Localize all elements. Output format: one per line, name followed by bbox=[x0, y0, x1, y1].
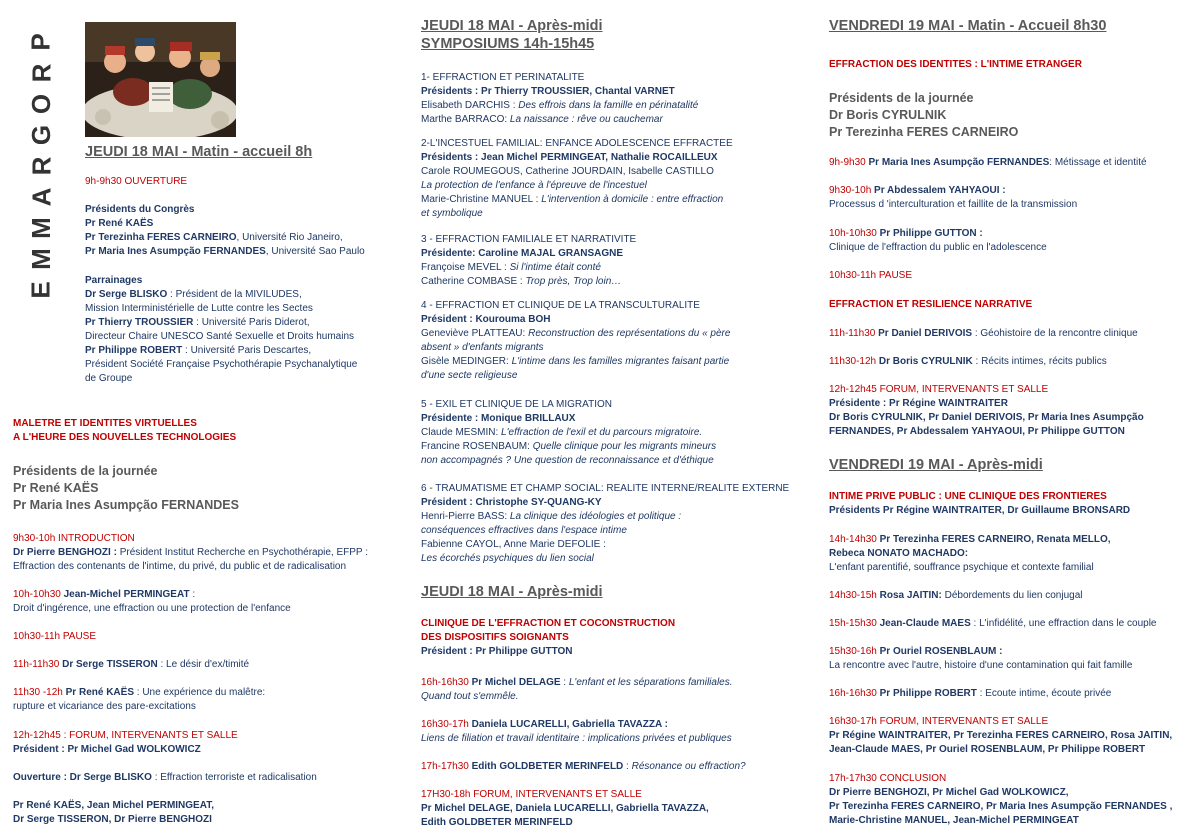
day-title: JEUDI 18 MAI - Après-midi SYMPOSIUMS 14h-15h45 bbox=[421, 18, 603, 52]
title-letter: R bbox=[26, 63, 56, 83]
session-talk: 9h30-10h Pr Abdessalem YAHYAOUI : Processus d 'interculturation et faillite de la transmission bbox=[829, 185, 1078, 210]
congress-presidents: Présidents du Congrès Pr René KAËS Pr Terezinha FERES CARNEIRO, Université Rio Janeiro, Pr Maria Ines Asumpção FERNANDES, Université Sao Paulo bbox=[85, 204, 365, 257]
session-talk: 14h-14h30 Pr Terezinha FERES CARNEIRO, Renata MELLO, Rebeca NONATO MACHADO: L'enfant parentifié, souffrance psychique et contexte familial bbox=[829, 534, 1111, 573]
title-letter: M bbox=[25, 217, 56, 239]
opening-talk: Ouverture : Dr Serge BLISKO : Effraction terroriste et radicalisation bbox=[13, 772, 317, 783]
symposium-6: 6 - TRAUMATISME ET CHAMP SOCIAL: REALITE INTERNE/REALITE EXTERNE Président : Christophe SY-QUANG-KY Henri-Pierre BASS: La clinique des idéologies et politique : conséquences effractives dans l'espace intime Fabienne CAYOL, Anne Marie DEFOLIE : Les écorchés psychiques du lien social bbox=[421, 483, 790, 564]
day-presidents: Présidents de la journée Dr Boris CYRULNIK Pr Terezinha FERES CARNEIRO bbox=[829, 91, 1019, 139]
painting-illustration bbox=[85, 22, 236, 137]
symposium-5: 5 - EXIL ET CLINIQUE DE LA MIGRATION Présidente : Monique BRILLAUX Claude MESMIN: L'effraction de l'exil et du parcours migratoire. Francine ROSENBAUM: Quelle clinique pour les migrants mineurs non accompagnés ? Une question de reconnaissance et d'éthique bbox=[421, 399, 717, 466]
title-letter: P bbox=[26, 33, 56, 51]
session-talk: 11h30-12h Dr Boris CYRULNIK : Récits intimes, récits publics bbox=[829, 356, 1107, 367]
forum: 16h30-17h FORUM, INTERVENANTS ET SALLE Pr Régine WAINTRAITER, Pr Terezinha FERES CARNEIRO, Rosa JAITIN, Jean-Claude MAES, Pr Ouriel ROSENBLAUM, Pr Philippe ROBERT bbox=[829, 716, 1173, 755]
opening-session: 9h-9h30 OUVERTURE bbox=[85, 176, 188, 187]
title-letter: R bbox=[26, 156, 56, 176]
day-presidents: Présidents de la journée Pr René KAËS Pr Maria Ines Asumpção FERNANDES bbox=[13, 464, 239, 512]
programme-vertical-title bbox=[27, 28, 55, 304]
day-title: JEUDI 18 MAI - Matin - accueil 8h bbox=[85, 144, 313, 160]
symposium-2: 2-L'INCESTUEL FAMILIAL: ENFANCE ADOLESCENCE EFFRACTEE Présidents : Jean Michel PERMINGEAT, Nathalie ROCAILLEUX Carole ROUMEGOUS, Catherine JOURDAIN, Isabelle CASTILLO La protection de l'enfance à l'épreuve de l'incestuel Marie-Christine MANUEL : L'intervention à domicile : entre effraction et symbolique bbox=[421, 138, 733, 219]
session-talk: 16h-16h30 Pr Philippe ROBERT : Ecoute intime, écoute privée bbox=[829, 688, 1112, 699]
session-talk: 16h-16h30 Pr Michel DELAGE : L'enfant et les séparations familiales. Quand tout s'emmêle. bbox=[421, 677, 733, 702]
session-talk: 15h-15h30 Jean-Claude MAES : L'infidélité, une effraction dans le couple bbox=[829, 618, 1157, 629]
theme-heading: EFFRACTION ET RESILIENCE NARRATIVE bbox=[829, 299, 1033, 310]
session-talk: 11h-11h30 Dr Serge TISSERON : Le désir d'ex/timité bbox=[13, 659, 250, 670]
symposium-1: 1- EFFRACTION ET PERINATALITE Présidents : Pr Thierry TROUSSIER, Chantal VARNET Elisabeth DARCHIS : Des effrois dans la famille en périnatalité Marthe BARRACO: La naissance : rêve ou cauchemar bbox=[421, 72, 699, 125]
day-title: VENDREDI 19 MAI - Matin - Accueil 8h30 bbox=[829, 18, 1107, 34]
session-introduction: 9h30-10h INTRODUCTION Dr Pierre BENGHOZI : Président Institut Recherche en Psychothérapie, EFPP : Effraction des contenants de l'intime, du privé, du public et de radicalisation bbox=[13, 533, 368, 572]
theme-heading: CLINIQUE DE L'EFFRACTION ET COCONSTRUCTION DES DISPOSITIFS SOIGNANTS Président : Pr Philippe GUTTON bbox=[421, 618, 676, 657]
session-talk: 9h-9h30 Pr Maria Ines Asumpção FERNANDES: Métissage et identité bbox=[829, 157, 1147, 168]
pause: 10h30-11h PAUSE bbox=[829, 270, 913, 281]
theme-heading: EFFRACTION DES IDENTITES : L'INTIME ETRANGER bbox=[829, 59, 1082, 70]
session-talk: 10h-10h30 Jean-Michel PERMINGEAT : Droit d'ingérence, une effraction ou une protection de l'enfance bbox=[13, 589, 291, 614]
symposium-3: 3 - EFFRACTION FAMILIALE ET NARRATIVITE Présidente: Caroline MAJAL GRANSAGNE Françoise MEVEL : Si l'intime était conté Catherine COMBASE : Trop près, Trop loin… bbox=[421, 234, 637, 287]
session-talk: 11h30 -12h Pr René KAËS : Une expérience du malêtre: rupture et vicariance des pare-excitations bbox=[13, 687, 266, 712]
session-talk: 15h30-16h Pr Ouriel ROSENBLAUM : La rencontre avec l'autre, histoire d'une contamination qui fait famille bbox=[829, 646, 1133, 671]
session-talk: 14h30-15h Rosa JAITIN: Débordements du lien conjugal bbox=[829, 590, 1083, 601]
sponsorships: Parrainages Dr Serge BLISKO : Président de la MIVILUDES, Mission Interministérielle de Lutte contre les Sectes Pr Thierry TROUSSIER : Université Paris Diderot, Directeur Chaire UNESCO Santé Sexuelle et Droits humains Pr Philippe ROBERT : Université Paris Descartes, Président Société Française Psychothérapie Psychanalytique de Groupe bbox=[85, 275, 358, 384]
forum: 17H30-18h FORUM, INTERVENANTS ET SALLE Pr Michel DELAGE, Daniela LUCARELLI, Gabriella TAVAZZA, Edith GOLDBETER MERINFELD bbox=[421, 789, 709, 828]
day-title: VENDREDI 19 MAI - Après-midi bbox=[829, 457, 1043, 473]
session-talk: 16h30-17h Daniela LUCARELLI, Gabriella TAVAZZA : Liens de filiation et travail identitaire : implications privées et publiques bbox=[421, 719, 732, 744]
title-letter: M bbox=[25, 248, 56, 270]
symposium-4: 4 - EFFRACTION ET CLINIQUE DE LA TRANSCULTURALITE Président : Kourouma BOH Geneviève PLATTEAU: Reconstruction des représentations du « père absent » d'enfants migrants Gisèle MEDINGER: L'intime dans les familles migrantes faisant partie d'une secte religieuse bbox=[421, 300, 731, 381]
forum: 12h-12h45 : FORUM, INTERVENANTS ET SALLE Président : Pr Michel Gad WOLKOWICZ bbox=[13, 730, 238, 755]
conclusion: 17h-17h30 CONCLUSION Dr Pierre BENGHOZI, Pr Michel Gad WOLKOWICZ, Pr Terezinha FERES CARNEIRO, Pr Maria Ines Asumpção FERNANDES , Marie-Christine MANUEL, Jean-Michel PERMINGEAT bbox=[829, 773, 1173, 826]
forum: 12h-12h45 FORUM, INTERVENANTS ET SALLE Présidente : Pr Régine WAINTRAITER Dr Boris CYRULNIK, Pr Daniel DERIVOIS, Pr Maria Ines Asumpção FERNANDES, Pr Abdessalem YAHYAOUI, Pr Philippe GUTTON bbox=[829, 384, 1144, 437]
title-letter: O bbox=[25, 93, 56, 115]
theme-heading: MALETRE ET IDENTITES VIRTUELLES A L'HEURE DES NOUVELLES TECHNOLOGIES bbox=[13, 418, 237, 443]
closing-speakers: Pr René KAËS, Jean Michel PERMINGEAT, Dr Serge TISSERON, Dr Pierre BENGHOZI bbox=[13, 800, 214, 825]
pause: 10h30-11h PAUSE bbox=[13, 631, 97, 642]
day-title: JEUDI 18 MAI - Après-midi bbox=[421, 584, 603, 600]
title-letter: G bbox=[25, 124, 56, 146]
session-talk: 17h-17h30 Edith GOLDBETER MERINFELD : Résonance ou effraction? bbox=[421, 761, 746, 772]
theme-heading: INTIME PRIVE PUBLIC : UNE CLINIQUE DES FRONTIERES Présidents Pr Régine WAINTRAITER, Dr Guillaume BRONSARD bbox=[829, 491, 1131, 516]
title-letter: E bbox=[26, 281, 56, 299]
session-talk: 10h-10h30 Pr Philippe GUTTON : Clinique de l'effraction du public en l'adolescence bbox=[829, 228, 1047, 253]
session-talk: 11h-11h30 Pr Daniel DERIVOIS : Géohistoire de la rencontre clinique bbox=[829, 328, 1138, 339]
title-letter: A bbox=[26, 187, 56, 207]
